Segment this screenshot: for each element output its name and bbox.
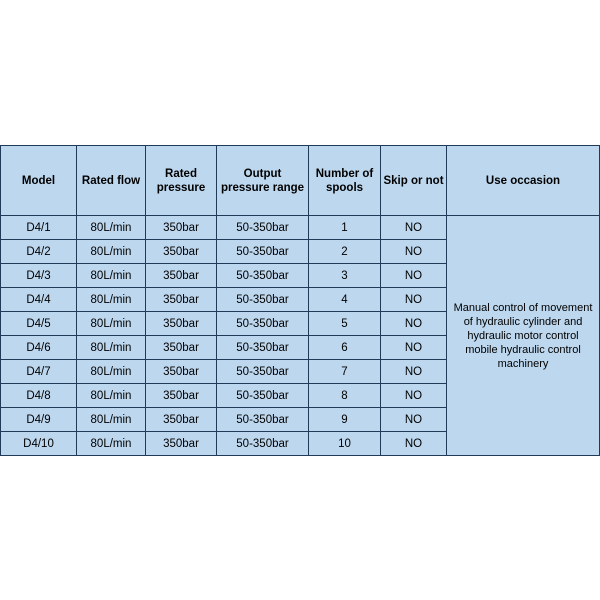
cell-skip-or-not: NO (381, 312, 447, 336)
cell-rated-flow: 80L/min (77, 408, 146, 432)
cell-output-pressure-range: 50-350bar (217, 360, 309, 384)
cell-output-pressure-range: 50-350bar (217, 408, 309, 432)
cell-model: D4/8 (1, 384, 77, 408)
cell-rated-pressure: 350bar (146, 216, 217, 240)
cell-model: D4/10 (1, 432, 77, 456)
cell-skip-or-not: NO (381, 264, 447, 288)
cell-rated-pressure: 350bar (146, 360, 217, 384)
cell-rated-pressure: 350bar (146, 288, 217, 312)
cell-output-pressure-range: 50-350bar (217, 288, 309, 312)
use-occasion-line: of hydraulic cylinder and (463, 315, 583, 328)
cell-rated-flow: 80L/min (77, 360, 146, 384)
use-occasion-line: Manual control of movement (453, 301, 593, 314)
cell-rated-pressure: 350bar (146, 336, 217, 360)
cell-number-of-spools: 8 (309, 384, 381, 408)
header-use-occasion-line: Use occasion (485, 174, 561, 187)
cell-number-of-spools: 2 (309, 240, 381, 264)
cell-rated-flow: 80L/min (77, 216, 146, 240)
header-model (1, 146, 77, 216)
cell-number-of-spools: 5 (309, 312, 381, 336)
cell-number-of-spools: 6 (309, 336, 381, 360)
cell-number-of-spools: 1 (309, 216, 381, 240)
cell-skip-or-not: NO (381, 408, 447, 432)
table-body (1, 216, 600, 456)
header-output-pressure-range-line: pressure range (220, 181, 305, 194)
cell-rated-flow: 80L/min (77, 288, 146, 312)
header-output-pressure-range-line: Output (243, 167, 282, 180)
spec-table (0, 145, 600, 456)
header-number-of-spools-line: spools (325, 181, 364, 194)
header-output-pressure-range (217, 146, 309, 216)
header-row (1, 146, 600, 216)
use-occasion-line: mobile hydraulic control (465, 343, 581, 356)
cell-model: D4/4 (1, 288, 77, 312)
cell-rated-flow: 80L/min (77, 432, 146, 456)
header-rated-pressure (146, 146, 217, 216)
cell-output-pressure-range: 50-350bar (217, 312, 309, 336)
cell-rated-pressure: 350bar (146, 240, 217, 264)
cell-skip-or-not: NO (381, 432, 447, 456)
cell-skip-or-not: NO (381, 240, 447, 264)
cell-number-of-spools: 3 (309, 264, 381, 288)
cell-number-of-spools: 9 (309, 408, 381, 432)
header-use-occasion (447, 146, 600, 216)
cell-skip-or-not: NO (381, 288, 447, 312)
header-number-of-spools-line: Number of (315, 167, 374, 180)
cell-model: D4/6 (1, 336, 77, 360)
header-rated-pressure-line: Rated (165, 167, 197, 180)
cell-output-pressure-range: 50-350bar (217, 216, 309, 240)
cell-rated-flow: 80L/min (77, 384, 146, 408)
cell-model: D4/3 (1, 264, 77, 288)
header-number-of-spools (309, 146, 381, 216)
cell-number-of-spools: 7 (309, 360, 381, 384)
cell-skip-or-not: NO (381, 216, 447, 240)
cell-skip-or-not: NO (381, 384, 447, 408)
cell-rated-flow: 80L/min (77, 336, 146, 360)
cell-rated-pressure: 350bar (146, 264, 217, 288)
cell-model: D4/9 (1, 408, 77, 432)
cell-rated-pressure: 350bar (146, 432, 217, 456)
cell-output-pressure-range: 50-350bar (217, 264, 309, 288)
cell-rated-flow: 80L/min (77, 240, 146, 264)
cell-rated-pressure: 350bar (146, 312, 217, 336)
cell-output-pressure-range: 50-350bar (217, 336, 309, 360)
cell-output-pressure-range: 50-350bar (217, 432, 309, 456)
cell-rated-flow: 80L/min (77, 264, 146, 288)
cell-skip-or-not: NO (381, 336, 447, 360)
cell-output-pressure-range: 50-350bar (217, 240, 309, 264)
table-row (1, 216, 600, 240)
use-occasion-line: hydraulic motor control (467, 329, 579, 342)
cell-rated-pressure: 350bar (146, 408, 217, 432)
cell-output-pressure-range: 50-350bar (217, 384, 309, 408)
cell-number-of-spools: 10 (309, 432, 381, 456)
use-occasion-line: machinery (497, 357, 549, 370)
header-rated-pressure-line: pressure (156, 181, 206, 194)
cell-model: D4/1 (1, 216, 77, 240)
header-rated-flow (77, 146, 146, 216)
header-rated-flow-line: Rated flow (81, 174, 141, 187)
header-skip-or-not-line: Skip or not (383, 174, 444, 187)
cell-use-occasion (447, 216, 600, 456)
cell-skip-or-not: NO (381, 360, 447, 384)
cell-number-of-spools: 4 (309, 288, 381, 312)
header-model-line: Model (21, 174, 56, 187)
cell-model: D4/5 (1, 312, 77, 336)
header-skip-or-not (381, 146, 447, 216)
cell-rated-pressure: 350bar (146, 384, 217, 408)
cell-rated-flow: 80L/min (77, 312, 146, 336)
cell-model: D4/7 (1, 360, 77, 384)
cell-model: D4/2 (1, 240, 77, 264)
